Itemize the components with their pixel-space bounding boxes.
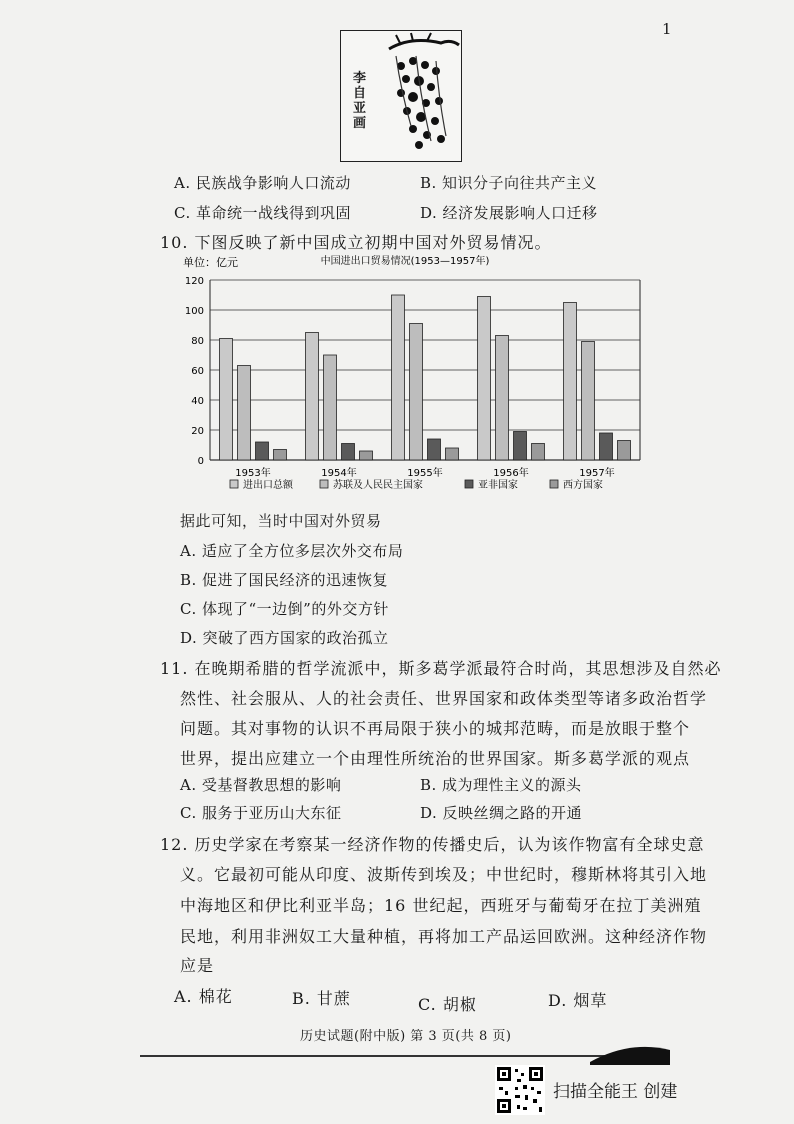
x-tick-label: 1955年 — [407, 468, 443, 479]
chart-unit-label: 单位：亿元 — [183, 256, 238, 269]
bar-3-1956年 — [514, 432, 527, 461]
q11-option-c: C. 服务于亚历山大东征 — [180, 804, 342, 822]
q10-option-a: A. 适应了全方位多层次外交布局 — [180, 542, 404, 560]
page-corner-number: 1 — [662, 20, 672, 38]
bar-1-1953年 — [220, 339, 233, 461]
legend-swatch — [465, 480, 473, 488]
q10-stem: 10. 下图反映了新中国成立初期中国对外贸易情况。 — [160, 233, 552, 252]
trade-chart-svg — [175, 250, 645, 500]
x-tick-label: 1953年 — [235, 468, 271, 479]
q10-option-d: D. 突破了西方国家的政治孤立 — [180, 629, 389, 647]
y-tick-label: 40 — [191, 396, 204, 407]
bar-4-1955年 — [446, 448, 459, 460]
bar-1-1957年 — [564, 303, 577, 461]
q12-option-c: C. 胡椒 — [418, 995, 477, 1014]
q11-option-a: A. 受基督教思想的影响 — [180, 776, 342, 794]
q11-line-4: 世界，提出应建立一个由理性所统治的世界国家。斯多葛学派的观点 — [180, 749, 691, 768]
q11-line-1: 11. 在晚期希腊的哲学流派中，斯多葛学派最符合时尚，其思想涉及自然必 — [160, 659, 722, 678]
seal-signature: 李 自 亚 画 — [353, 71, 367, 131]
legend-swatch — [550, 480, 558, 488]
y-tick-label: 100 — [184, 306, 204, 317]
legend-swatch — [320, 480, 328, 488]
q12-option-a: A. 棉花 — [174, 987, 233, 1006]
bar-2-1954年 — [324, 355, 337, 460]
bar-3-1957年 — [600, 433, 613, 460]
q11-option-b: B. 成为理性主义的源头 — [420, 776, 582, 794]
legend-label: 西方国家 — [563, 480, 603, 491]
bar-2-1956年 — [496, 336, 509, 461]
q9-option-b: B. 知识分子向往共产主义 — [420, 174, 598, 192]
q9-option-a: A. 民族战争影响人口流动 — [174, 174, 351, 192]
bar-2-1953年 — [238, 366, 251, 461]
legend-label: 苏联及人民民主国家 — [333, 480, 423, 491]
bar-3-1955年 — [428, 439, 441, 460]
q9-option-c: C. 革命统一战线得到巩固 — [174, 204, 351, 222]
bar-4-1954年 — [360, 451, 373, 460]
page-footer: 历史试题(附中版) 第 3 页(共 8 页) — [300, 1029, 512, 1044]
bar-3-1953年 — [256, 442, 269, 460]
x-tick-label: 1956年 — [493, 468, 529, 479]
q12-line-4: 民地，利用非洲奴工大量种植，再将加工产品运回欧洲。这种经济作物 — [180, 927, 708, 946]
q10-option-c: C. 体现了“一边倒”的外交方针 — [180, 600, 389, 618]
q11-option-d: D. 反映丝绸之路的开通 — [420, 804, 583, 822]
bar-1-1954年 — [306, 333, 319, 461]
q10-after: 据此可知，当时中国对外贸易 — [180, 512, 382, 530]
seal-image — [340, 30, 462, 162]
bar-4-1953年 — [274, 450, 287, 461]
bar-1-1956年 — [478, 297, 491, 461]
q12-option-d: D. 烟草 — [548, 991, 608, 1010]
legend-swatch — [230, 480, 238, 488]
bar-1-1955年 — [392, 295, 405, 460]
bar-4-1957年 — [618, 441, 631, 461]
x-tick-label: 1954年 — [321, 468, 357, 479]
trade-chart — [175, 250, 645, 500]
chart-title: 中国进出口贸易情况(1953—1957年) — [320, 256, 490, 267]
q12-line-2: 义。它最初可能从印度、波斯传到埃及；中世纪时，穆斯林将其引入地 — [180, 865, 708, 884]
legend-label: 亚非国家 — [478, 480, 518, 491]
scanner-label: 扫描全能王 创建 — [553, 1082, 678, 1102]
y-tick-label: 120 — [184, 276, 204, 287]
y-tick-label: 20 — [191, 426, 204, 437]
q12-line-1: 12. 历史学家在考察某一经济作物的传播史后，认为该作物富有全球史意 — [160, 835, 705, 854]
q10-option-b: B. 促进了国民经济的迅速恢复 — [180, 571, 389, 589]
bar-4-1956年 — [532, 444, 545, 461]
x-tick-label: 1957年 — [579, 468, 615, 479]
q12-line-5: 应是 — [180, 956, 215, 975]
bar-2-1955年 — [410, 324, 423, 461]
bar-3-1954年 — [342, 444, 355, 461]
qr-code-icon — [495, 1065, 545, 1115]
footer-divider — [140, 1055, 610, 1057]
page-edge-shadow — [590, 1040, 670, 1065]
q11-line-2: 然性、社会服从、人的社会责任、世界国家和政体类型等诸多政治哲学 — [180, 689, 708, 708]
y-tick-label: 60 — [191, 366, 204, 377]
q11-line-3: 问题。其对事物的认识不再局限于狭小的城邦范畴，而是放眼于整个 — [180, 719, 691, 738]
q12-option-b: B. 甘蔗 — [292, 989, 351, 1008]
y-tick-label: 0 — [197, 456, 204, 467]
legend-label: 进出口总额 — [243, 480, 293, 491]
q9-option-d: D. 经济发展影响人口迁移 — [420, 204, 598, 222]
bar-2-1957年 — [582, 342, 595, 461]
scanner-watermark — [495, 1065, 678, 1119]
q12-line-3: 中海地区和伊比利亚半岛；16 世纪起，西班牙与葡萄牙在拉丁美洲殖 — [180, 896, 702, 915]
y-tick-label: 80 — [191, 336, 204, 347]
